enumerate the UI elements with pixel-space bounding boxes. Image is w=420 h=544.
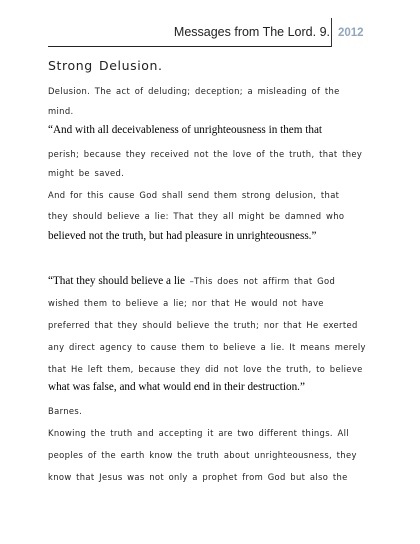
body-line: perish; because they received not the love of the truth, that they: [48, 149, 363, 159]
body-line: that He left them, because they did not love the truth, to believe: [48, 364, 363, 374]
body-line: they should believe a lie: That they all might be damned who: [48, 211, 345, 221]
body-line: wished them to believe a lie; nor that He would not have: [48, 298, 324, 308]
body-line: And for this cause God shall send them strong delusion, that: [48, 190, 340, 200]
body-line: preferred that they should believe the truth; nor that He exerted: [48, 320, 358, 330]
body-line: any direct agency to cause them to believe a lie. It means merely: [48, 342, 366, 352]
quote-comment: –This does not affirm that God: [185, 276, 336, 286]
quote-line: [48, 275, 335, 287]
header-title: Messages from The Lord. 9.: [173, 25, 330, 39]
page-header: [0, 0, 420, 50]
header-rule: [48, 46, 331, 47]
header-year: 2012: [338, 27, 364, 39]
definition-line: mind.: [48, 106, 74, 116]
scripture-line: what was false, and what would end in their destruction.”: [48, 381, 305, 393]
definition-line: Delusion. The act of deluding; deception; a misleading of the: [48, 86, 340, 96]
body-line: Knowing the truth and accepting it are two different things. All: [48, 428, 349, 438]
document-title: Strong Delusion.: [48, 58, 163, 73]
body-line: peoples of the earth know the truth about unrighteousness, they: [48, 450, 357, 460]
scripture-line: “And with all deceivableness of unrighteousness in them that: [48, 124, 323, 136]
body-line: know that Jesus was not only a prophet from God but also the: [48, 472, 348, 482]
header-separator: [331, 18, 332, 47]
scripture-line: believed not the truth, but had pleasure in unrighteousness.”: [48, 230, 317, 242]
body-line: might be saved.: [48, 168, 125, 178]
attribution: Barnes.: [48, 406, 83, 416]
quote-start: “That they should believe a lie: [48, 275, 185, 287]
